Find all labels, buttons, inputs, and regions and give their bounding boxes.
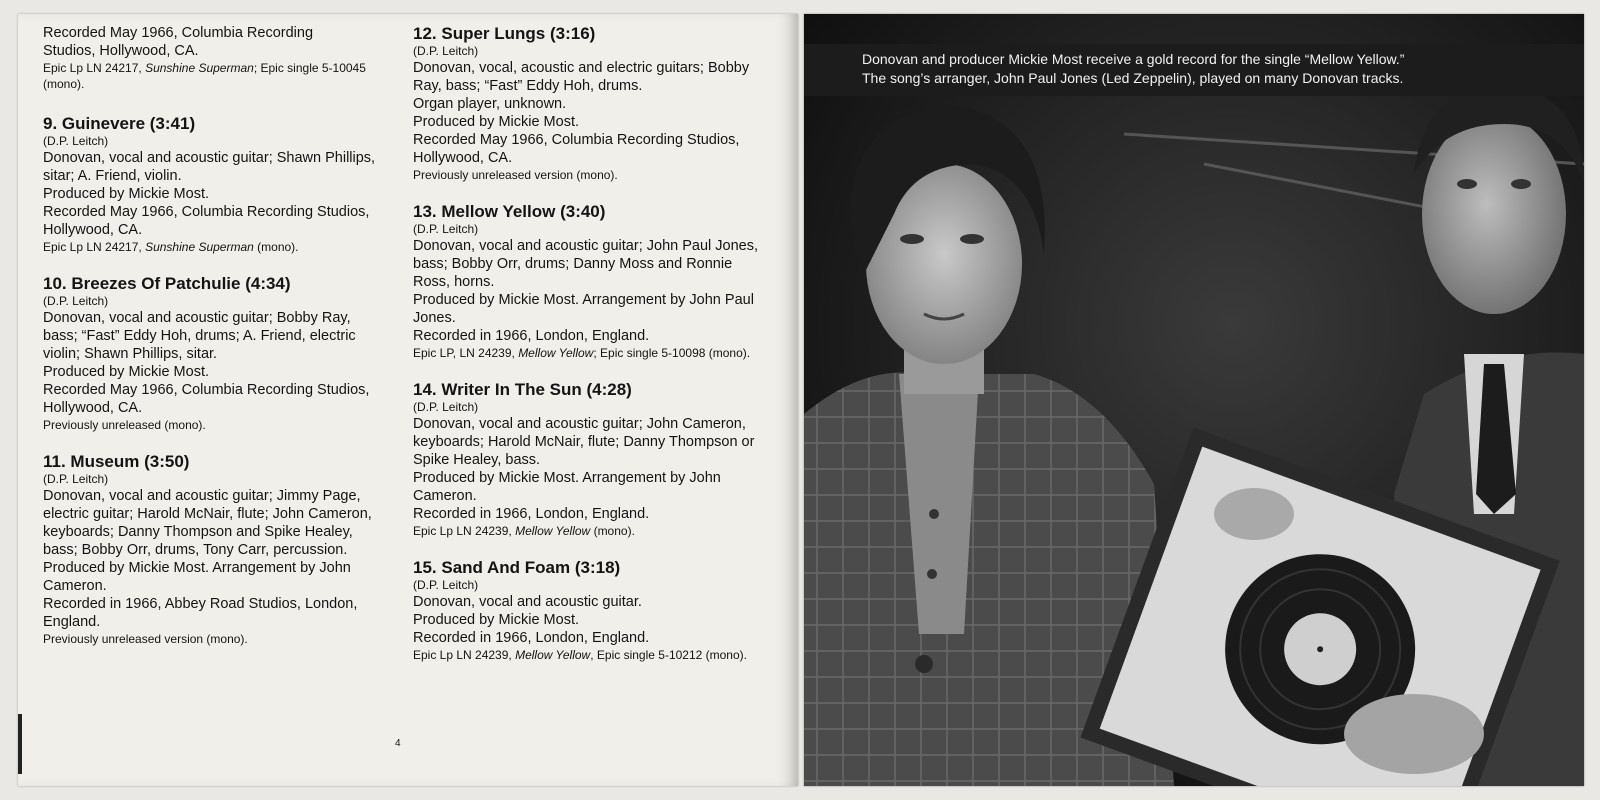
photo-gold-record xyxy=(804,14,1584,786)
details-line: Donovan, vocal and acoustic guitar; Jimmy Page, electric guitar; Harold McNair, flute; John Cameron, keyboards; Danny Thompson and Spike Healey, bass; Bobby Orr, drums, Tony Carr, percussion. xyxy=(43,488,372,558)
details-line: Produced by Mickie Most. xyxy=(413,114,580,130)
details-line: Produced by Mickie Most. Arrangement by John Cameron. xyxy=(413,470,721,504)
page-number: 4 xyxy=(395,738,401,749)
songwriter-credit: (D.P. Leitch) xyxy=(43,472,109,486)
details-line: Donovan, vocal and acoustic guitar; Bobby Ray, bass; “Fast” Eddy Hoh, drums; A. Friend, electric violin; Shawn Phillips, sitar. xyxy=(43,310,356,362)
track-14 xyxy=(413,380,758,539)
details-line: Produced by Mickie Most. xyxy=(43,186,210,202)
songwriter-credit: (D.P. Leitch) xyxy=(43,134,109,148)
photo-caption xyxy=(862,50,1562,88)
details-line: Recorded in 1966, London, England. xyxy=(413,506,650,522)
track-11 xyxy=(43,452,388,647)
details-line: Donovan, vocal, acoustic and electric guitars; Bobby Ray, bass; “Fast” Eddy Hoh, drums. xyxy=(413,60,750,94)
details-line: Recorded May 1966, Columbia Recording Studios, Hollywood, CA. xyxy=(43,382,370,416)
release-info: Previously unreleased version (mono). xyxy=(413,168,618,182)
track-title: 15. Sand And Foam (3:18) xyxy=(413,558,621,577)
details-line: Studios, Hollywood, CA. xyxy=(43,43,199,59)
track-title: 13. Mellow Yellow (3:40) xyxy=(413,202,606,221)
details-line: Donovan, vocal and acoustic guitar; John Paul Jones, bass; Bobby Orr, drums; Danny Moss and Ronnie Ross, horns. xyxy=(413,238,758,290)
details-line: Donovan, vocal and acoustic guitar; Shawn Phillips, sitar; A. Friend, violin. xyxy=(43,150,376,184)
songwriter-credit: (D.P. Leitch) xyxy=(413,222,479,236)
track-10 xyxy=(43,274,388,433)
songwriter-credit: (D.P. Leitch) xyxy=(43,294,109,308)
songwriter-credit: (D.P. Leitch) xyxy=(413,44,479,58)
details-line: Produced by Mickie Most. Arrangement by John Cameron. xyxy=(43,560,351,594)
details-line: Recorded in 1966, London, England. xyxy=(413,630,650,646)
track-15 xyxy=(413,558,758,663)
songwriter-credit: (D.P. Leitch) xyxy=(413,578,479,592)
left-column xyxy=(43,24,388,666)
details-line: Produced by Mickie Most. xyxy=(43,364,210,380)
track-title: 14. Writer In The Sun (4:28) xyxy=(413,380,632,399)
track-title: 9. Guinevere (3:41) xyxy=(43,114,196,133)
page-edge xyxy=(18,714,22,774)
details-line: Recorded May 1966, Columbia Recording Studios, Hollywood, CA. xyxy=(413,132,740,166)
release-info: Previously unreleased version (mono). xyxy=(43,632,248,646)
details-line: Recorded in 1966, Abbey Road Studios, London, England. xyxy=(43,596,358,630)
details-line: Recorded May 1966, Columbia Recording xyxy=(43,25,314,41)
caption-line: The song’s arranger, John Paul Jones (Led Zeppelin), played on many Donovan tracks. xyxy=(862,70,1404,86)
details-line: Recorded in 1966, London, England. xyxy=(413,328,650,344)
release-info: Epic Lp LN 24217, Sunshine Superman; Epic single 5-10045 (mono). xyxy=(43,61,366,91)
track-title: 12. Super Lungs (3:16) xyxy=(413,24,596,43)
track-12 xyxy=(413,24,758,183)
details-line: Produced by Mickie Most. Arrangement by John Paul Jones. xyxy=(413,292,754,326)
track-title: 11. Museum (3:50) xyxy=(43,452,190,471)
details-line: Donovan, vocal and acoustic guitar. xyxy=(413,594,642,610)
right-page xyxy=(804,14,1584,786)
release-info: Epic Lp LN 24217, Sunshine Superman (mono). xyxy=(43,240,299,254)
details-line: Donovan, vocal and acoustic guitar; John Cameron, keyboards; Harold McNair, flute; Danny Thompson or Spike Healey, bass. xyxy=(413,416,755,468)
release-info: Epic Lp LN 24239, Mellow Yellow, Epic single 5-10212 (mono). xyxy=(413,648,747,662)
track-title: 10. Breezes Of Patchulie (4:34) xyxy=(43,274,291,293)
release-info: Epic Lp LN 24239, Mellow Yellow (mono). xyxy=(413,524,635,538)
continued-track-details xyxy=(43,24,388,92)
track-9 xyxy=(43,114,388,255)
details-line: Produced by Mickie Most. xyxy=(413,612,580,628)
track-13 xyxy=(413,202,758,361)
details-line: Recorded May 1966, Columbia Recording Studios, Hollywood, CA. xyxy=(43,204,370,238)
left-page xyxy=(18,14,798,786)
details-line: Organ player, unknown. xyxy=(413,96,567,112)
right-column xyxy=(413,24,758,682)
release-info: Previously unreleased (mono). xyxy=(43,418,206,432)
songwriter-credit: (D.P. Leitch) xyxy=(413,400,479,414)
caption-line: Donovan and producer Mickie Most receive a gold record for the single “Mellow Yellow.” xyxy=(862,51,1405,67)
release-info: Epic LP, LN 24239, Mellow Yellow; Epic single 5-10098 (mono). xyxy=(413,346,751,360)
